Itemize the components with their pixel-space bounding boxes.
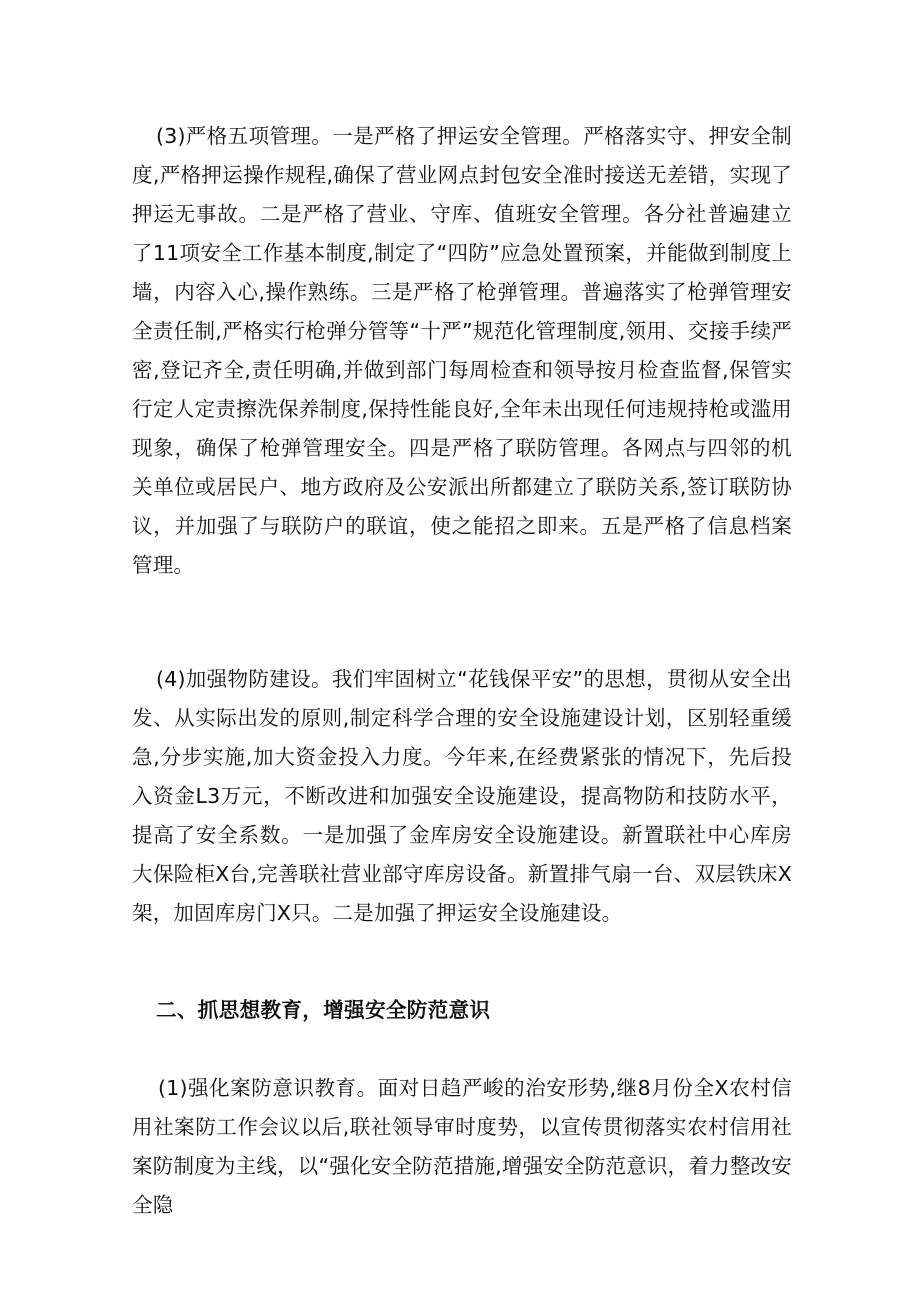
section-heading: 二、抓思想教育，增强安全防范意识 (156, 998, 491, 1022)
paragraph-physical-defense: (4)加强物防建设。我们牢固树立“花钱保平安”的思想，贯彻从安全出发、从实际出发的原则,制定科学合理的安全设施建设计划，区别轻重缓急,分步实施,加大资金投入力度。今年来,在经费紧张的情况下，先后投入资金L3万元，不断改进和加强安全设施建设，提高物防和技防水平，提高了安全系数。一是加强了金库房安全设施建设。新置联社中心库房大保险柜X台,完善联社营业部守库房设备。新置排气扇一台、双层铁床X架，加固库房门X只。二是加强了押运安全设施建设。 (132, 667, 792, 925)
paragraph-five-management: (3)严格五项管理。一是严格了押运安全管理。严格落实守、押安全制度,严格押运操作规程,确保了营业网点封包安全准时接送无差错，实现了押运无事故。二是严格了营业、守库、值班安全管理。各分社普遍建立了11项安全工作基本制度,制定了“四防”应急处置预案，并能做到制度上墙，内容入心,操作熟练。三是严格了枪弹管理。普遍落实了枪弹管理安全责任制,严格实行枪弹分管等“十严”规范化管理制度,领用、交接手续严密,登记齐全,责任明确,并做到部门每周检查和领导按月检查监督,保管实行定人定责擦洗保养制度,保持性能良好,全年未出现任何违规持枪或滥用现象，确保了枪弹管理安全。四是严格了联防管理。各网点与四邻的机关单位或居民户、地方政府及公安派出所都建立了联防关系,签订联防协议，并加强了与联防户的联谊，使之能招之即来。五是严格了信息档案管理。 (132, 124, 792, 577)
paragraph-case-prevention: (1)强化案防意识教育。面对日趋严峻的治安形势,继8月份全X农村信用社案防工作会议以后,联社领导审时度势，以宣传贯彻落实农村信用社案防制度为主线，以“强化安全防范措施,增强安全防范意识，着力整改安全隐 (132, 1076, 792, 1217)
